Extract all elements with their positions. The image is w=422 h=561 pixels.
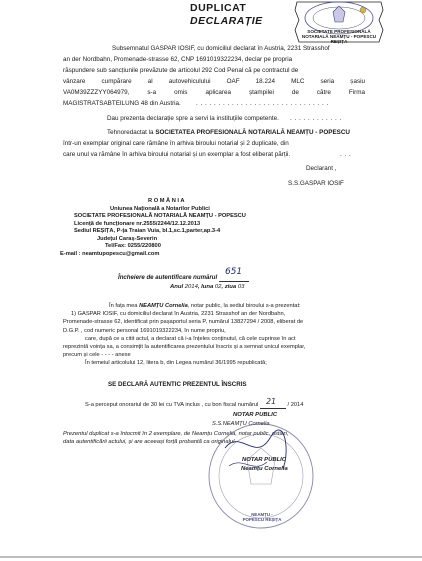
day-label: , ziua bbox=[221, 284, 237, 290]
fill-dots: . . . bbox=[340, 151, 352, 158]
notary-public-label-1: NOTAR PUBLIC bbox=[233, 412, 278, 418]
notary-stamp-bottom bbox=[195, 408, 315, 538]
office-county: Județul Caraș-Severin bbox=[97, 235, 158, 242]
office-address: Sediul REȘIȚA, P-ța Traian Vuia, bl.1,sc.1,parter,ap.3-4 bbox=[74, 228, 221, 234]
month-label: , luna bbox=[197, 284, 214, 290]
paragraph-3-line-1 bbox=[107, 128, 350, 138]
notary-certification-text bbox=[63, 302, 383, 368]
paragraph-1-line-4: vânzare cumpărare al autovehiculului OAF 18.224 MLC seria șasiu bbox=[63, 78, 365, 85]
duplicate-line-2: data autentificării actului, și are aceeași forță probantă ca originalul. bbox=[63, 439, 237, 446]
declarant-label: Declarant , bbox=[306, 165, 337, 172]
paragraph-1-line-2: an der Nordbahn, Promenade-strasse 62, CNP 1691019322234, declar pe propria bbox=[63, 56, 293, 63]
fill-dots: . . . . . . . . . . . . . . . . . . . . . . . . . . . . . . bbox=[196, 100, 329, 107]
license-label: Licență de funcționare nr.2555/2244/12.12.2013 bbox=[74, 220, 201, 227]
notary-intro-end: , notar public, la sediul biroului s-a prezentat: bbox=[187, 303, 301, 309]
consent-line-3 bbox=[63, 351, 383, 359]
conclusion-year: 2014 bbox=[184, 284, 198, 290]
conclusion-date bbox=[170, 284, 244, 290]
paragraph-1-line-6: MAGISTRATSABTEILUNG 48 din Austria. bbox=[63, 100, 181, 107]
document-subtitle: DECLARAȚIE bbox=[190, 15, 263, 27]
stamp-bottom-text: NEAMȚU - POPESCU REȘIȚA bbox=[242, 512, 282, 522]
conclusion-number-field bbox=[219, 267, 249, 282]
notary-public-label-2: NOTAR PUBLIC bbox=[242, 457, 287, 463]
country-label: R O M Â N I A bbox=[148, 198, 185, 204]
paragraph-1-line-3: răspundere sub sancțiunile prevăzute de articolul 292 Cod Penal că pe contractul de bbox=[63, 67, 299, 74]
year-label: Anul bbox=[170, 284, 184, 290]
consent-line-2: reprezintă voința sa, a consimțit la autentificarea prezentului înscris și a semnat unicul exemplar, bbox=[63, 344, 306, 351]
paragraph-2: Dau prezenta declarație spre a servi la instituțiile competente. bbox=[107, 115, 279, 122]
party-line-2: Promenade-strasse 62, identificat prin pașaportul seria P, numărul 13827294 / 2008, eliberat de bbox=[63, 319, 304, 326]
notary-office-header bbox=[60, 198, 280, 258]
office-phone: Tel/Fax: 0255/220800 bbox=[105, 243, 161, 249]
notary-intro-start: În fața mea bbox=[109, 303, 138, 309]
consent-line-1: care, după ce a citit actul, a declarat că i-a înțeles conținutul, că cele cuprinse în act bbox=[85, 335, 296, 342]
annex-count: - - - - anexe bbox=[101, 352, 131, 359]
paragraph-3-line-2: într-un exemplar original care rămâne în arhiva biroului notarial și 2 duplicate, din bbox=[63, 140, 289, 147]
notary-public-name-2: Neamțu Cornelia bbox=[241, 466, 288, 472]
duplicate-line-1: Prezentul duplicat s-a întocmit în 2 exemplare, de Neamțu Cornelia, notar public, astăzi, bbox=[63, 431, 289, 437]
paragraph-1-line-1: Subsemnatul GASPAR IOSIF, cu domiciliul declarat în Austria, 2231 Strasshof bbox=[112, 45, 330, 52]
notary-stamp-top bbox=[293, 0, 385, 45]
conclusion-day: 03 bbox=[237, 284, 245, 290]
annex-label: precum și cele bbox=[63, 352, 100, 359]
conclusion-month: 02 bbox=[214, 284, 222, 290]
notary-public-name-1: S.S.NEAMȚU Cornelia bbox=[212, 421, 270, 427]
conclusion-title bbox=[118, 267, 249, 282]
conclusion-title-text: Încheiere de autentificare numărul bbox=[118, 274, 218, 281]
declarant-name: S.S.GASPAR IOSIF bbox=[288, 180, 344, 187]
receipt-year: / 2014 bbox=[287, 402, 304, 408]
legal-basis: În temeiul articolului 12, litera b, din Legea numărul 36/1995 republicată; bbox=[85, 360, 267, 367]
page-edge-shadow bbox=[0, 556, 422, 558]
office-name: SOCIETATE PROFESIONALĂ NOTARIALĂ NEAMȚU - POPESCU bbox=[74, 213, 246, 219]
notary-name-inline: NEAMȚU Cornelia bbox=[139, 303, 188, 309]
paragraph-3-line-3: care unul va rămâne în arhiva biroului notarial și un exemplar a fost eliberat părții. bbox=[63, 151, 291, 158]
office-email: E-mail : neamtupopescu@gmail.com bbox=[60, 250, 160, 257]
stamp-top-text: SOCIETATE PROFESIONALĂ NOTARIALĂ NEAMȚU - POPESCU REȘIȚA bbox=[301, 29, 377, 45]
signature-icon bbox=[225, 430, 286, 468]
party-line-3: D.G.P. , cod numeric personal 1691019322234, în nume propriu, bbox=[63, 327, 226, 334]
party-line-1: 1) GASPAR IOSIF, cu domiciliul declarat în Austria, 2231 Strasshof an der Nordbahn, bbox=[71, 311, 286, 318]
paragraph-3-line-1-start: Tehnoredactat la bbox=[107, 129, 154, 136]
office-name-inline: SOCIETATEA PROFESIONALĂ NOTARIALĂ NEAMȚU - POPESCU bbox=[155, 129, 350, 136]
conclusion-number: 651 bbox=[224, 267, 243, 277]
receipt-number: 21 bbox=[265, 397, 277, 406]
fill-dots: . . . . . . . . . . . . bbox=[290, 115, 342, 122]
fee-text: S-a perceput onorariul de 30 lei cu TVA inclus , cu bon fiscal numărul bbox=[85, 402, 259, 408]
document-title: DUPLICAT bbox=[190, 2, 247, 14]
paragraph-1-line-5: VA0M39ZZZYY064979, s-a omis aplicarea ștampilei de către Firma bbox=[63, 89, 365, 96]
authentic-declaration: SE DECLARĂ AUTENTIC PREZENTUL ÎNSCRIS bbox=[108, 381, 247, 388]
notary-intro bbox=[63, 302, 383, 310]
union-label: Uniunea Națională a Notarilor Publici bbox=[110, 205, 210, 212]
